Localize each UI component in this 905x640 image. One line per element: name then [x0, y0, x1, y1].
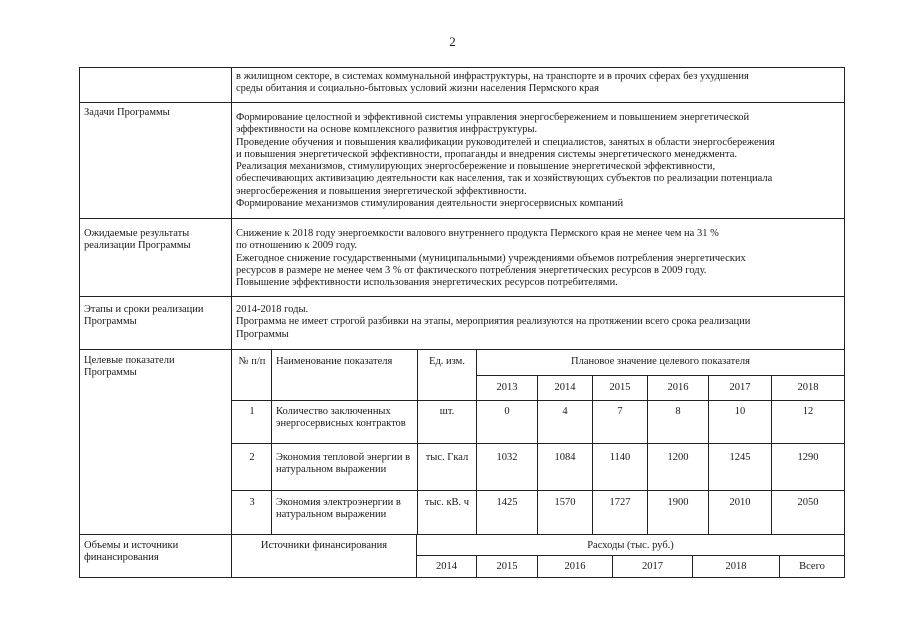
- year-2013: 2013: [496, 382, 518, 393]
- indicators-row: [80, 350, 844, 535]
- col-name-header: Наименование показателя: [276, 356, 393, 367]
- indicators-table: [231, 350, 844, 534]
- indicator-3-value: 1570: [554, 497, 576, 508]
- col-number-header: № п/п: [238, 356, 266, 367]
- financing-year-2014: 2014: [436, 561, 457, 572]
- program-passport-table: [79, 67, 845, 578]
- indicators-label: Целевые показатели Программы: [84, 355, 175, 378]
- indicator-3-value: 1425: [496, 497, 518, 508]
- indicator-1-number: 1: [249, 406, 255, 417]
- goal-continuation-row: [80, 68, 844, 103]
- year-2017: 2017: [729, 382, 751, 393]
- results-row: [80, 219, 844, 297]
- indicator-2-value: 1032: [496, 452, 518, 463]
- stages-label: Этапы и сроки реализации Программы: [84, 304, 204, 327]
- indicator-1-unit: шт.: [439, 406, 455, 417]
- indicator-2-value: 1140: [609, 452, 631, 463]
- year-2015: 2015: [609, 382, 631, 393]
- indicator-3-value: 2010: [729, 497, 751, 508]
- indicator-1-value: 4: [562, 406, 568, 417]
- results-text: Снижение к 2018 году энергоемкости валового внутреннего продукта Пермского края не менее чем на 31 % по отношению к 2009 году. Ежегодное снижение государственными (муниципальными) учреждениями объемов потребления энергетических ресурсов в размере не менее чем 3 % от фактического потребления энергетических ресурсов в 2009 году. Повышение эффективности использования энергетических ресурсов потребителями.: [236, 228, 746, 289]
- financing-table: [231, 535, 844, 577]
- indicator-1-value: 10: [734, 406, 746, 417]
- indicator-1-name: Количество заключенных энергосервисных контрактов: [276, 406, 406, 429]
- indicator-2-name: Экономия тепловой энергии в натуральном выражении: [276, 452, 411, 475]
- indicator-3-value: 1727: [609, 497, 631, 508]
- tasks-label: Задачи Программы: [84, 107, 170, 118]
- indicator-1-value: 8: [675, 406, 681, 417]
- col-plan-header: Плановое значение целевого показателя: [571, 356, 750, 367]
- results-label: Ожидаемые результаты реализации Программы: [84, 228, 191, 251]
- indicator-2-unit: тыс. Гкал: [425, 452, 469, 463]
- financing-year-2016: 2016: [564, 561, 586, 572]
- year-2018: 2018: [797, 382, 819, 393]
- stages-row: [80, 297, 844, 350]
- indicator-3-number: 3: [249, 497, 255, 508]
- indicator-1-value: 0: [504, 406, 510, 417]
- financing-expenses-header: Расходы (тыс. руб.): [587, 540, 674, 551]
- indicator-3-value: 2050: [797, 497, 819, 508]
- tasks-row: [80, 103, 844, 219]
- year-2014: 2014: [554, 382, 576, 393]
- financing-total: Всего: [799, 561, 825, 572]
- financing-year-2018: 2018: [725, 561, 747, 572]
- indicator-2-number: 2: [249, 452, 255, 463]
- col-unit-header: Ед. изм.: [429, 356, 465, 367]
- goal-continuation-text: в жилищном секторе, в системах коммунальной инфраструктуры, на транспорте и в прочих сферах без ухудшения среды обитания и социально-бытовых условий жизни населения Пермского края: [236, 71, 749, 95]
- financing-year-2015: 2015: [496, 561, 518, 572]
- indicator-2-value: 1084: [554, 452, 576, 463]
- financing-sources-header: Источники финансирования: [260, 540, 388, 551]
- year-2016: 2016: [667, 382, 689, 393]
- financing-row: [80, 535, 844, 577]
- indicator-2-value: 1290: [797, 452, 819, 463]
- indicator-1-value: 12: [802, 406, 814, 417]
- indicator-3-value: 1900: [667, 497, 689, 508]
- page-number: 2: [449, 34, 456, 49]
- indicator-3-unit: тыс. кВ. ч: [424, 497, 470, 508]
- financing-year-2017: 2017: [642, 561, 663, 572]
- indicator-2-value: 1200: [667, 452, 689, 463]
- financing-label: Объемы и источники финансирования: [84, 540, 179, 563]
- indicator-2-value: 1245: [729, 452, 751, 463]
- stages-text: 2014-2018 годы. Программа не имеет строгой разбивки на этапы, мероприятия реализуются на протяжении всего срока реализации Программы: [236, 304, 751, 340]
- indicator-3-name: Экономия электроэнергии в натуральном выражении: [276, 497, 401, 520]
- indicator-1-value: 7: [617, 406, 623, 417]
- tasks-text: Формирование целостной и эффективной системы управления энергосбережением и повышением энергетической эффективности на основе комплексного развития инфраструктуры. Проведение обучения и повышения квалификации руководителей и специалистов, занятых в области энергосбережения и повышения энергетической эффективности, пропаганды и внедрения системы энергетического менеджмента. Реализация механизмов, стимулирующих энергосбережение и повышение энергетической эффективности, обеспечивающих активизацию деятельности как населения, так и хозяйствующих субъектов по реализации потенциала энергосбережения и повышения энергетической эффективности. Формирование механизмов стимулирования деятельности энергосервисных компаний: [236, 112, 775, 210]
